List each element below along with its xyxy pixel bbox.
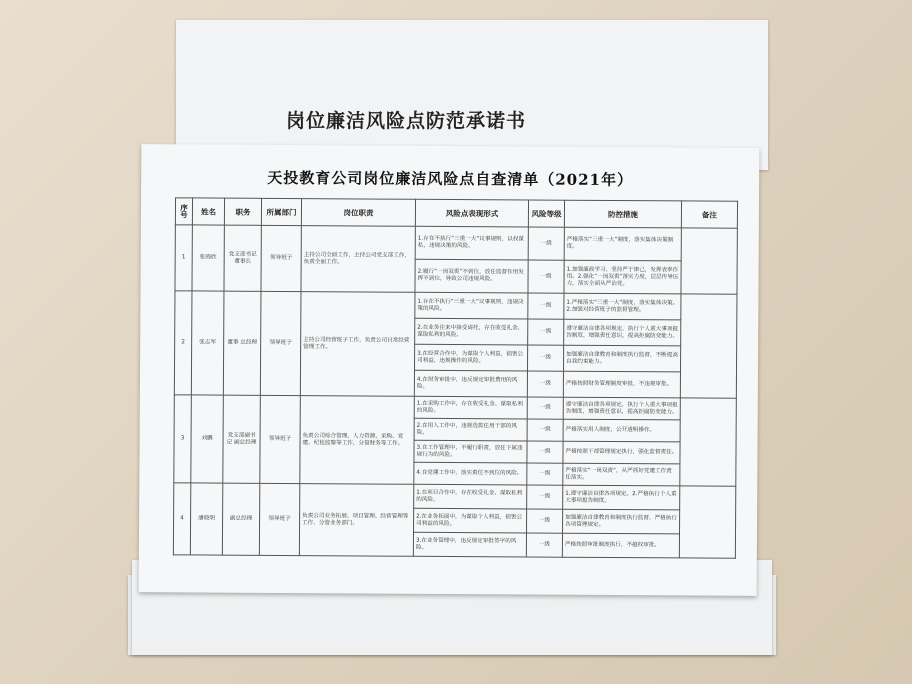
person-name: 张晓欣	[192, 225, 224, 291]
risk-measure: 严格按照审批制度执行，不越权审批。	[562, 533, 679, 558]
table-row	[174, 483, 736, 510]
back-sheet-title: 岗位廉洁风险点防范承诺书	[286, 110, 527, 132]
person-duty: 负责公司业务拓展、项目管理、经营管理等工作，分管业务部门。	[299, 484, 413, 557]
person-dept: 领导班子	[259, 483, 299, 555]
person-title: 党支部书记 董事长	[224, 225, 261, 291]
risk-desc: 1.存在不执行“三重一大”议事规则，以权谋私，违规决策的风险。	[415, 226, 528, 260]
risk-desc: 1.在采购工作中，存在收受礼金、谋取私利的风险。	[414, 396, 527, 419]
risk-measure: 严格落实用人制度，公开透明操作。	[563, 419, 680, 442]
header-cell: 姓名	[192, 198, 224, 225]
risk-desc: 3.在业务管理中，违反规定审批签字的风险。	[413, 532, 526, 557]
risk-level: 一级	[527, 345, 563, 371]
remarks-cell	[681, 228, 737, 294]
risk-desc: 3.在工作管理中，不履行职责，放任下属违规行为的风险。	[414, 440, 527, 463]
risk-measure: 1.加强廉政学习，坚持严于律己，发挥表率作用。2.强化“一岗双责”落实力度，层层传导压力，落实全面从严治党。	[564, 260, 681, 294]
checklist-sheet	[139, 144, 760, 596]
person-dept: 领导班子	[261, 225, 301, 291]
header-cell: 风险点表现形式	[415, 199, 528, 227]
remarks-cell	[679, 486, 735, 558]
header-cell: 防控措施	[564, 200, 681, 228]
risk-desc: 3.在经营合作中，为谋取个人利益，损害公司利益，违规操作的风险。	[414, 344, 527, 371]
risk-measure: 加强廉洁自律教育和制度执行监督，不断提高自我约束能力。	[563, 345, 680, 372]
person-title: 党支部副书记 副总经理	[223, 395, 261, 483]
person-duty: 负责公司综合管理、人力资源、采购、党建、纪检监察等工作，分管财务等工作。	[300, 396, 415, 485]
row-number: 1	[175, 225, 192, 291]
risk-desc: 1.存在不执行“三重一大”议事规则，违规决策的风险。	[415, 292, 528, 319]
header-cell: 风险等级	[528, 200, 564, 227]
risk-desc: 4.在财务审批中，违反规定审批费用的风险。	[414, 370, 527, 397]
risk-desc: 2.在用人工作中，违规选拔任用干部的风险。	[414, 418, 527, 441]
risk-desc: 2.在业务往来中接受请托，存在收受礼金、谋取私利的风险。	[415, 318, 528, 345]
person-name: 刘鹏	[191, 395, 224, 483]
risk-level: 一级	[527, 371, 563, 397]
header-cell: 序号	[175, 198, 192, 225]
person-title: 董事 总经理	[223, 291, 261, 395]
risk-level: 一级	[527, 485, 563, 509]
row-number: 2	[174, 291, 192, 395]
table-row	[175, 291, 737, 320]
risk-measure: 严格落实“三重一大”制度，落实集体决策制度。	[564, 227, 681, 261]
risk-level: 一级	[527, 397, 563, 419]
risk-level: 一级	[528, 293, 564, 319]
risk-desc: 2.在业务拓展中，为谋取个人利益，损害公司利益的风险。	[414, 508, 527, 533]
person-dept: 领导班子	[260, 395, 301, 483]
person-title: 副总经理	[222, 483, 259, 555]
person-duty: 主持公司全面工作，主持公司党支部工作，负责全面工作。	[301, 226, 415, 293]
risk-level: 一级	[526, 533, 562, 557]
risk-measure: 1.遵守廉洁自律各项规定。2.严格执行个人重大事项报告制度。	[563, 485, 680, 510]
risk-level: 一级	[527, 419, 563, 441]
risk-measure: 严格落实“一岗双责”，从严抓好党建工作责任落实。	[563, 463, 680, 486]
risk-level: 一级	[527, 463, 563, 485]
person-name: 潘晓明	[190, 483, 222, 555]
person-dept: 领导班子	[260, 291, 301, 395]
risk-level: 一级	[527, 509, 563, 533]
row-number: 4	[173, 483, 190, 555]
checklist-title: 天投教育公司岗位廉洁风险点自查清单（2021年）	[267, 168, 634, 190]
risk-measure: 1.严格落实“三重一大”制度，落实集体决策。2.加强对经营班子的监督管理。	[564, 293, 681, 320]
table-header-row	[175, 198, 737, 228]
risk-desc: 2.履行“一岗双责”不到位，放任监督作用发挥不到位，导致公司违规风险。	[415, 259, 528, 293]
risk-measure: 遵守廉洁自律各项规定，执行个人重大事项报告制度，增强责任意识，提高拒腐防变能力。	[563, 397, 680, 420]
header-cell: 备注	[681, 201, 737, 228]
risk-level: 一级	[528, 260, 564, 293]
risk-measure: 遵守廉洁自律各项规定，执行个人重大事项报告制度，增强责任意识，提高拒腐防变能力。	[564, 319, 681, 346]
row-number: 3	[174, 395, 192, 483]
risk-measure: 严格按照干部管理规定执行，强化监督责任。	[563, 441, 680, 464]
risk-level: 一级	[527, 441, 563, 463]
risk-level: 一级	[528, 319, 564, 345]
table-row	[174, 395, 736, 420]
header-cell: 职务	[224, 198, 261, 225]
table-row	[175, 225, 737, 261]
remarks-cell	[680, 294, 737, 398]
header-cell: 岗位职责	[301, 199, 415, 227]
risk-measure: 加强廉洁自律教育和制度执行监督，严格执行各项管理规定。	[563, 509, 680, 534]
remarks-cell	[680, 398, 737, 486]
risk-desc: 1.在项目合作中，存在收受礼金、谋取私利的风险。	[414, 484, 527, 509]
risk-desc: 4.在党建工作中，落实责任不到位的风险。	[414, 462, 527, 485]
person-name: 张志军	[191, 291, 224, 395]
risk-level: 一级	[528, 227, 564, 260]
header-cell: 所属部门	[261, 198, 301, 225]
person-duty: 主持公司经营班子工作，负责公司日常经营管理工作。	[300, 292, 415, 397]
risk-table	[173, 197, 738, 558]
risk-measure: 严格按照财务管理制度审批，不违规审批。	[563, 371, 680, 398]
